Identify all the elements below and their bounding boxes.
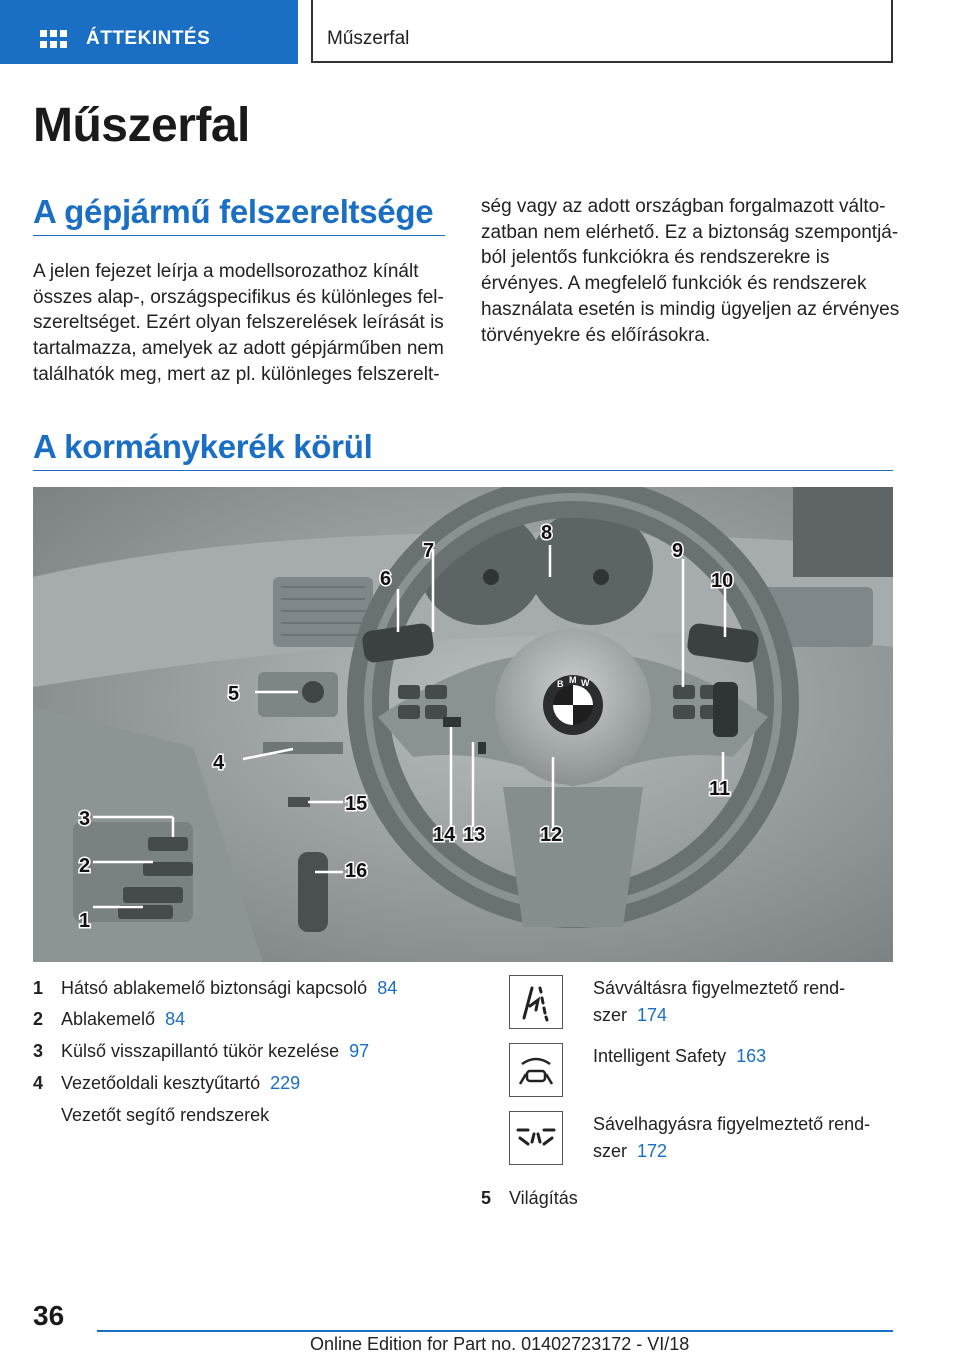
cockpit-illustration (33, 487, 893, 962)
callout-15: 15 (345, 793, 368, 815)
section-rule (33, 470, 893, 471)
page-reference-link[interactable]: 84 (165, 1009, 186, 1029)
tab-overview[interactable] (0, 0, 298, 64)
callout-11: 11 (709, 778, 731, 800)
intro-paragraph-right: ség vagy az adott országban forgalmazott válto- zatban nem elérhető. Ez a biztonság szempontjá- ból jelentős funkciókra és rendszerekre is érvényes. A megfelelő funkciók és rendszerek használata esetén is mindig ügyeljen az érvényes törvényekre és előírásokra. (481, 196, 900, 346)
badge-letter: M (569, 675, 577, 685)
section-heading-steering: A kormánykerék körül (33, 428, 373, 465)
callout-14: 14 (433, 824, 456, 846)
callout-3: 3 (79, 808, 91, 830)
legend-subheading: Vezetőt segítő rendszerek (61, 1105, 270, 1125)
intro-paragraph-left: A jelen fejezet leírja a modellsorozathoz kínált összes alap-, országspecifikus és különleges fel- szereltséget. Ezért olyan felszerelések leírását is tartalmazza, amelyek az adott gépjárműben nem találhatók meg, mert az pl. különleges felszerelt- (33, 261, 444, 385)
grid-menu-icon (40, 30, 67, 50)
callout-16: 16 (345, 860, 368, 882)
callout-2: 2 (79, 855, 91, 877)
section-rule (33, 235, 445, 236)
callout-8: 8 (541, 522, 553, 544)
callout-10: 10 (711, 570, 734, 592)
callout-4: 4 (213, 752, 225, 774)
callout-1: 1 (79, 910, 91, 932)
intelligent-safety-icon (509, 1043, 563, 1097)
tab-section-label: Műszerfal (327, 28, 410, 49)
footer-rule (97, 1330, 893, 1332)
callout-5: 5 (228, 683, 240, 705)
callout-13: 13 (463, 824, 486, 846)
badge-letter: W (581, 678, 590, 688)
page-reference-link[interactable]: 174 (637, 1005, 668, 1025)
page-reference-link[interactable]: 163 (736, 1046, 767, 1066)
page-reference-link[interactable]: 84 (377, 978, 398, 998)
lane-change-warning-text: Sávváltásra figyelmeztető rend- szer 174 (593, 978, 846, 1025)
page-reference-link[interactable]: 229 (270, 1073, 301, 1093)
page-number: 36 (33, 1300, 65, 1331)
callout-7: 7 (423, 540, 435, 562)
lane-departure-warning-text: Sávelhagyásra figyelmeztető rend- szer 172 (593, 1114, 871, 1161)
page-reference-link[interactable]: 172 (637, 1141, 668, 1161)
badge-letter: B (557, 679, 564, 689)
section-heading-equipment: A gépjármű felszereltsége (33, 193, 434, 230)
page-title: Műszerfal (33, 99, 250, 152)
callout-6: 6 (380, 568, 392, 590)
edition-text: Online Edition for Part no. 01402723172 - VI/18 (310, 1334, 690, 1354)
intelligent-safety-text: Intelligent Safety 163 (593, 1046, 767, 1066)
page-reference-link[interactable]: 97 (349, 1041, 370, 1061)
tab-section[interactable] (311, 0, 893, 63)
lane-departure-warning-icon (509, 1111, 563, 1165)
lane-change-warning-icon (509, 975, 563, 1029)
callout-9: 9 (672, 540, 684, 562)
tab-overview-label: ÁTTEKINTÉS (86, 28, 211, 49)
callout-12: 12 (540, 824, 563, 846)
